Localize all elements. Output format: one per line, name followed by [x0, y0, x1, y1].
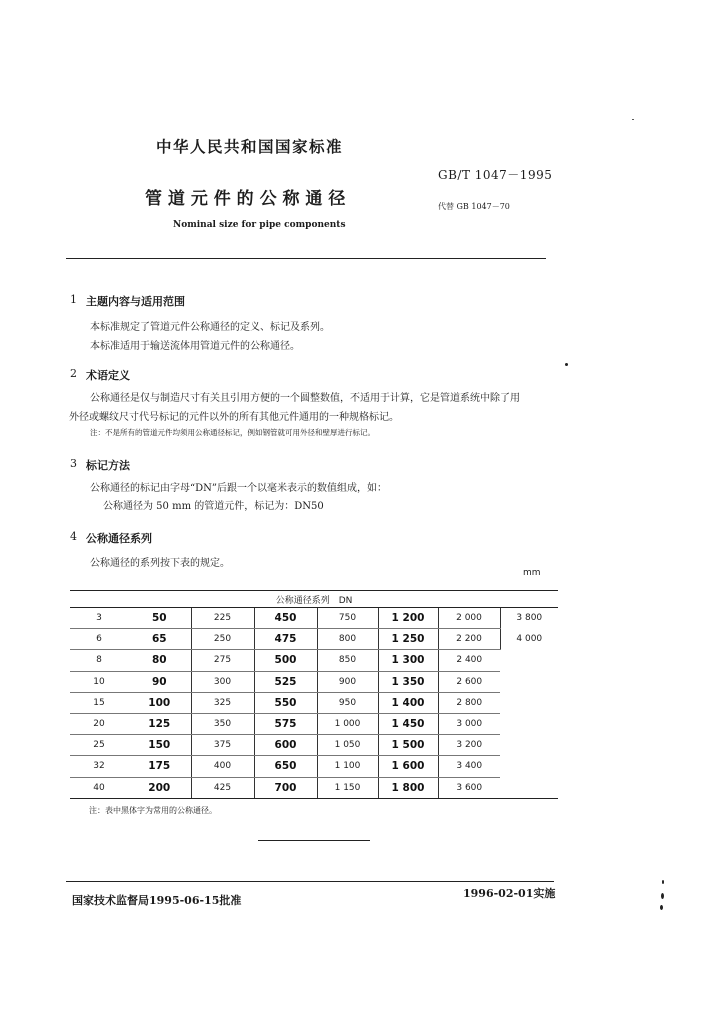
table-cell	[128, 756, 191, 777]
table-cell	[128, 608, 191, 629]
section-4-para-1: 公称通径的系列按下表的规定。	[90, 558, 230, 569]
scan-speck	[661, 893, 664, 899]
table-cell-value: 1 500	[391, 739, 425, 752]
table-cell-value: 3 600	[456, 782, 483, 793]
table-cell	[70, 735, 128, 756]
table-cell-value: 850	[338, 655, 357, 666]
table-row	[70, 735, 558, 756]
table-cell-value: 525	[274, 675, 297, 688]
section-3-para-1: 公称通径的标记由字母“DN”后跟一个以毫米表示的数值组成，如：	[90, 483, 387, 494]
table-unit: mm	[523, 568, 541, 578]
table-cell-value: 80	[151, 654, 167, 667]
table-cell-value: 25	[93, 740, 105, 751]
table-cell	[70, 692, 128, 713]
table-row	[70, 650, 558, 671]
table-cell	[128, 777, 191, 798]
table-cell-value: 1 200	[391, 612, 425, 625]
table-cell-value: 10	[93, 676, 105, 687]
table-cell	[438, 713, 500, 734]
table-cell-value: 600	[274, 739, 297, 752]
table-cell	[438, 629, 500, 650]
table-cell-value: 4 000	[516, 634, 543, 645]
table-cell	[70, 608, 128, 629]
table-cell	[317, 777, 378, 798]
table-cell-value: 150	[148, 739, 171, 752]
section-2-heading: 术语定义	[86, 369, 130, 382]
scan-speck	[632, 119, 634, 120]
section-3-para-2: 公称通径为 50 mm 的管道元件，标记为：DN50	[103, 501, 324, 512]
table-cell-value: 1 350	[391, 675, 425, 688]
table-cell-value: 65	[151, 633, 167, 646]
approval-date: 国家技术监督局1995-06-15批准	[72, 894, 242, 907]
table-cell-value: 32	[93, 761, 105, 772]
table-cell-value: 3 200	[456, 740, 483, 751]
table-cell-value: 1 050	[334, 740, 361, 751]
table-cell	[128, 713, 191, 734]
section-1-number: 1	[70, 293, 77, 306]
table-cell	[70, 671, 128, 692]
table-cell	[70, 650, 128, 671]
table-cell	[500, 692, 558, 713]
table-note: 注：表中黑体字为常用的公称通径。	[89, 806, 217, 815]
section-2-note: 注：不是所有的管道元件均须用公称通径标记，例如钢管就可用外径和壁厚进行标记。	[90, 428, 375, 437]
section-2-para-1: 公称通径是仅与制造尺寸有关且引用方便的一个圆整数值，不适用于计算，它是管道系统中除了用	[90, 393, 520, 404]
table-cell-value: 1 400	[391, 696, 425, 709]
section-2-para-2: 外径或螺纹尺寸代号标记的元件以外的所有其他元件通用的一种规格标记。	[69, 412, 399, 423]
table-cell	[254, 735, 317, 756]
scan-speck	[565, 363, 568, 366]
table-cell-value: 275	[213, 655, 232, 666]
table-cell	[438, 650, 500, 671]
section-3-heading: 标记方法	[86, 459, 130, 472]
table-row	[70, 692, 558, 713]
table-cell	[317, 650, 378, 671]
table-cell	[70, 629, 128, 650]
table-cell	[317, 608, 378, 629]
table-cell	[191, 735, 254, 756]
table-cell-value: 800	[338, 634, 357, 645]
table-cell	[500, 629, 558, 650]
table-cell-value: 250	[213, 634, 232, 645]
table-cell	[438, 735, 500, 756]
table-cell-value: 200	[148, 781, 171, 794]
table-cell-value: 8	[96, 655, 102, 666]
table-cell	[438, 756, 500, 777]
table-cell-value: 1 250	[391, 633, 425, 646]
table-cell	[378, 650, 438, 671]
table-cell-value: 2 000	[456, 613, 482, 624]
table-cell-value: 575	[274, 718, 297, 731]
table-cell	[317, 735, 378, 756]
table-cell	[317, 671, 378, 692]
standard-number: GB/T 1047－1995	[438, 168, 553, 182]
section-4-heading: 公称通径系列	[86, 532, 152, 545]
table-cell-value: 125	[148, 718, 171, 731]
table-cell	[500, 671, 558, 692]
table-cell-value: 350	[213, 719, 232, 730]
table-cell	[378, 629, 438, 650]
table-cell-value: 325	[213, 697, 232, 708]
section-1-para-1: 本标准规定了管道元件公称通径的定义、标记及系列。	[90, 322, 330, 333]
table-cell	[254, 777, 317, 798]
table-cell-value: 1 100	[334, 761, 361, 772]
header-rule	[66, 258, 546, 259]
end-rule	[258, 840, 370, 841]
table-cell-value: 225	[213, 613, 232, 624]
section-1-heading: 主题内容与适用范围	[86, 295, 185, 308]
table-cell-value: 2 800	[456, 697, 483, 708]
table-row	[70, 608, 558, 629]
national-standard-title: 中华人民共和国国家标准	[156, 137, 344, 156]
table-cell	[500, 756, 558, 777]
table-cell	[191, 650, 254, 671]
table-cell	[191, 756, 254, 777]
table-row	[70, 713, 558, 734]
table-cell	[500, 713, 558, 734]
table-cell	[378, 756, 438, 777]
table-cell-value: 1 600	[391, 760, 425, 773]
table-cell-value: 450	[274, 612, 297, 625]
table-cell-value: 650	[274, 760, 297, 773]
table-cell-value: 1 000	[334, 719, 361, 730]
table-cell-value: 40	[93, 782, 105, 793]
table-cell-value: 750	[338, 613, 357, 624]
table-cell	[254, 692, 317, 713]
table-cell	[500, 777, 558, 798]
english-title: Nominal size for pipe components	[173, 220, 346, 230]
table-cell	[378, 671, 438, 692]
table-cell-value: 15	[93, 697, 105, 708]
table-cell	[191, 692, 254, 713]
table-cell	[378, 692, 438, 713]
table-cell	[254, 608, 317, 629]
table-cell-value: 375	[213, 740, 232, 751]
table-cell	[378, 713, 438, 734]
table-cell-value: 550	[274, 696, 297, 709]
table-cell	[317, 756, 378, 777]
table-cell	[128, 671, 191, 692]
table-cell	[438, 777, 500, 798]
table-cell	[254, 756, 317, 777]
table-cell-value: 6	[96, 634, 102, 645]
document-title: 管 道 元 件 的 公 称 通 径	[145, 189, 346, 209]
table-cell	[378, 735, 438, 756]
table-row	[70, 777, 558, 798]
table-cell-value: 400	[213, 761, 232, 772]
table-cell-value: 475	[274, 633, 297, 646]
table-cell	[254, 629, 317, 650]
table-row	[70, 756, 558, 777]
table-cell-value: 3 000	[456, 719, 483, 730]
table-row	[70, 671, 558, 692]
table-cell-value: 2 200	[456, 634, 482, 645]
table-cell	[128, 629, 191, 650]
table-caption: 公称通径系列 DN	[70, 591, 558, 608]
scan-speck	[662, 880, 664, 884]
table-cell	[128, 650, 191, 671]
table-cell-value: 90	[151, 675, 167, 688]
table-cell-value: 950	[338, 697, 357, 708]
table-cell-value: 2 600	[456, 676, 483, 687]
table-cell	[128, 692, 191, 713]
table-cell-value: 1 450	[391, 718, 425, 731]
table-cell-value: 100	[148, 696, 171, 709]
replaces-standard: 代替 GB 1047－70	[438, 202, 510, 211]
section-4-number: 4	[70, 530, 77, 543]
table-cell-value: 3 800	[516, 613, 543, 624]
table-cell	[254, 671, 317, 692]
table-cell	[70, 713, 128, 734]
table-cell	[378, 777, 438, 798]
table-cell	[254, 713, 317, 734]
table-header-row	[70, 591, 558, 608]
table-cell-value: 1 800	[391, 781, 425, 794]
effective-date: 1996-02-01实施	[463, 887, 556, 900]
table-cell	[191, 713, 254, 734]
section-2-number: 2	[70, 367, 77, 380]
table-cell	[70, 756, 128, 777]
table-cell	[128, 735, 191, 756]
table-cell-value: 3	[96, 613, 102, 624]
section-1-para-2: 本标准适用于输送流体用管道元件的公称通径。	[90, 341, 300, 352]
table-cell-value: 900	[338, 676, 357, 687]
table-cell	[70, 777, 128, 798]
table-cell	[438, 692, 500, 713]
table-cell	[191, 671, 254, 692]
table-cell	[438, 608, 500, 629]
table-cell-value: 175	[148, 760, 171, 773]
table-cell-value: 300	[213, 676, 232, 687]
table-row	[70, 629, 558, 650]
table-cell	[317, 713, 378, 734]
table-cell	[378, 608, 438, 629]
table-cell-value: 500	[274, 654, 297, 667]
table-cell-value: 20	[93, 719, 105, 730]
nominal-size-table	[70, 590, 558, 799]
table-cell	[317, 629, 378, 650]
table-cell-value: 1 300	[391, 654, 425, 667]
table-cell-value: 425	[213, 782, 232, 793]
table-cell	[500, 650, 558, 671]
table-cell	[254, 650, 317, 671]
table-cell	[438, 671, 500, 692]
table-cell	[191, 777, 254, 798]
table-cell-value: 700	[274, 781, 297, 794]
table-cell	[317, 692, 378, 713]
table-cell	[500, 608, 558, 629]
table-cell-value: 1 150	[334, 782, 361, 793]
scan-speck	[660, 905, 663, 910]
table-cell-value: 50	[151, 612, 167, 625]
table-cell	[191, 629, 254, 650]
table-cell	[500, 735, 558, 756]
section-3-number: 3	[70, 457, 77, 470]
footer-rule	[66, 881, 554, 882]
table-cell-value: 2 400	[456, 655, 483, 666]
table-cell-value: 3 400	[456, 761, 483, 772]
table-cell	[191, 608, 254, 629]
